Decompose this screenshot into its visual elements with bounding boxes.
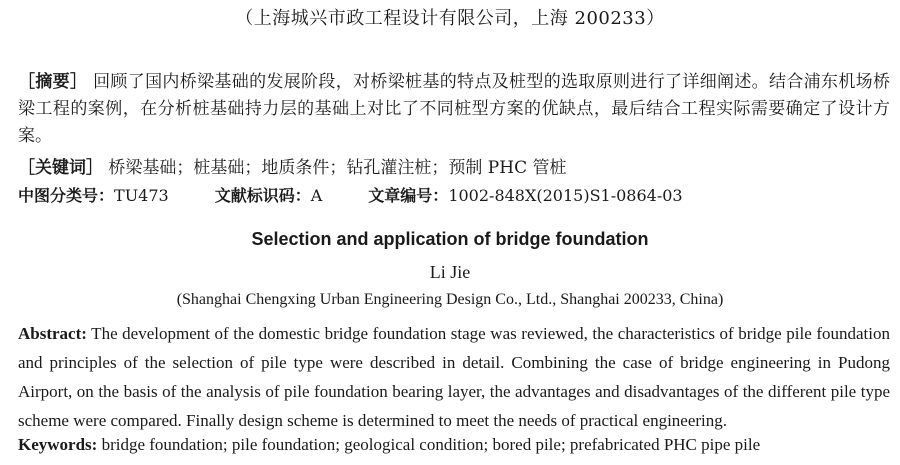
- doc-code-label: 文献标识码：: [214, 186, 311, 205]
- chinese-keywords-label: ［关键词］: [18, 158, 103, 178]
- doc-code-value: A: [310, 186, 323, 205]
- english-keywords-text: bridge foundation; pile foundation; geological condition; bored pile; prefabricated PHC pipe pile: [97, 435, 761, 454]
- article-number-value: 1002-848X(2015)S1-0864-03: [448, 186, 683, 205]
- article-number-label: 文章编号：: [368, 186, 449, 205]
- chinese-keywords: [18, 153, 900, 178]
- english-abstract-text: The development of the domestic bridge foundation stage was reviewed, the characteristics of bridge pile foundation and principles of the selection of pile type were described in detail. Combining the case of bridge engineering in Pudong Airport, on the basis of the analysis of pile foundation bearing layer, the advantages and disadvantages of the different pile type scheme were compared. Finally design scheme is determined to meet the needs of practical engineering.: [18, 324, 890, 430]
- chinese-affiliation: （上海城兴市政工程设计有限公司，上海 200233）: [235, 8, 665, 29]
- english-affiliation: (Shanghai Chengxing Urban Engineering Design Co., Ltd., Shanghai 200233, China): [176, 291, 724, 308]
- clc-label: 中图分类号：: [18, 186, 115, 205]
- clc-value: TU473: [114, 186, 169, 205]
- chinese-abstract-text: 回顾了国内桥梁基础的发展阶段，对桥梁桩基的特点及桩型的选取原则进行了详细阐述。结合浦东机场桥梁工程的案例，在分析桩基础持力层的基础上对比了不同桩型方案的优缺点，最后结合工程实际需要确定了设计方案。: [18, 72, 891, 146]
- chinese-abstract-label: ［摘要］: [18, 72, 88, 92]
- english-keywords: [18, 435, 900, 455]
- english-author: Li Jie: [429, 262, 471, 282]
- chinese-keywords-text: 桥梁基础；桩基础；地质条件；钻孔灌注桩；预制 PHC 管桩: [108, 158, 567, 178]
- classification-line: [18, 183, 900, 206]
- english-abstract: [18, 319, 890, 435]
- chinese-abstract: [18, 69, 890, 150]
- english-abstract-label: Abstract:: [18, 324, 87, 343]
- english-title: Selection and application of bridge foundation: [251, 229, 649, 249]
- english-keywords-label: Keywords:: [18, 435, 98, 454]
